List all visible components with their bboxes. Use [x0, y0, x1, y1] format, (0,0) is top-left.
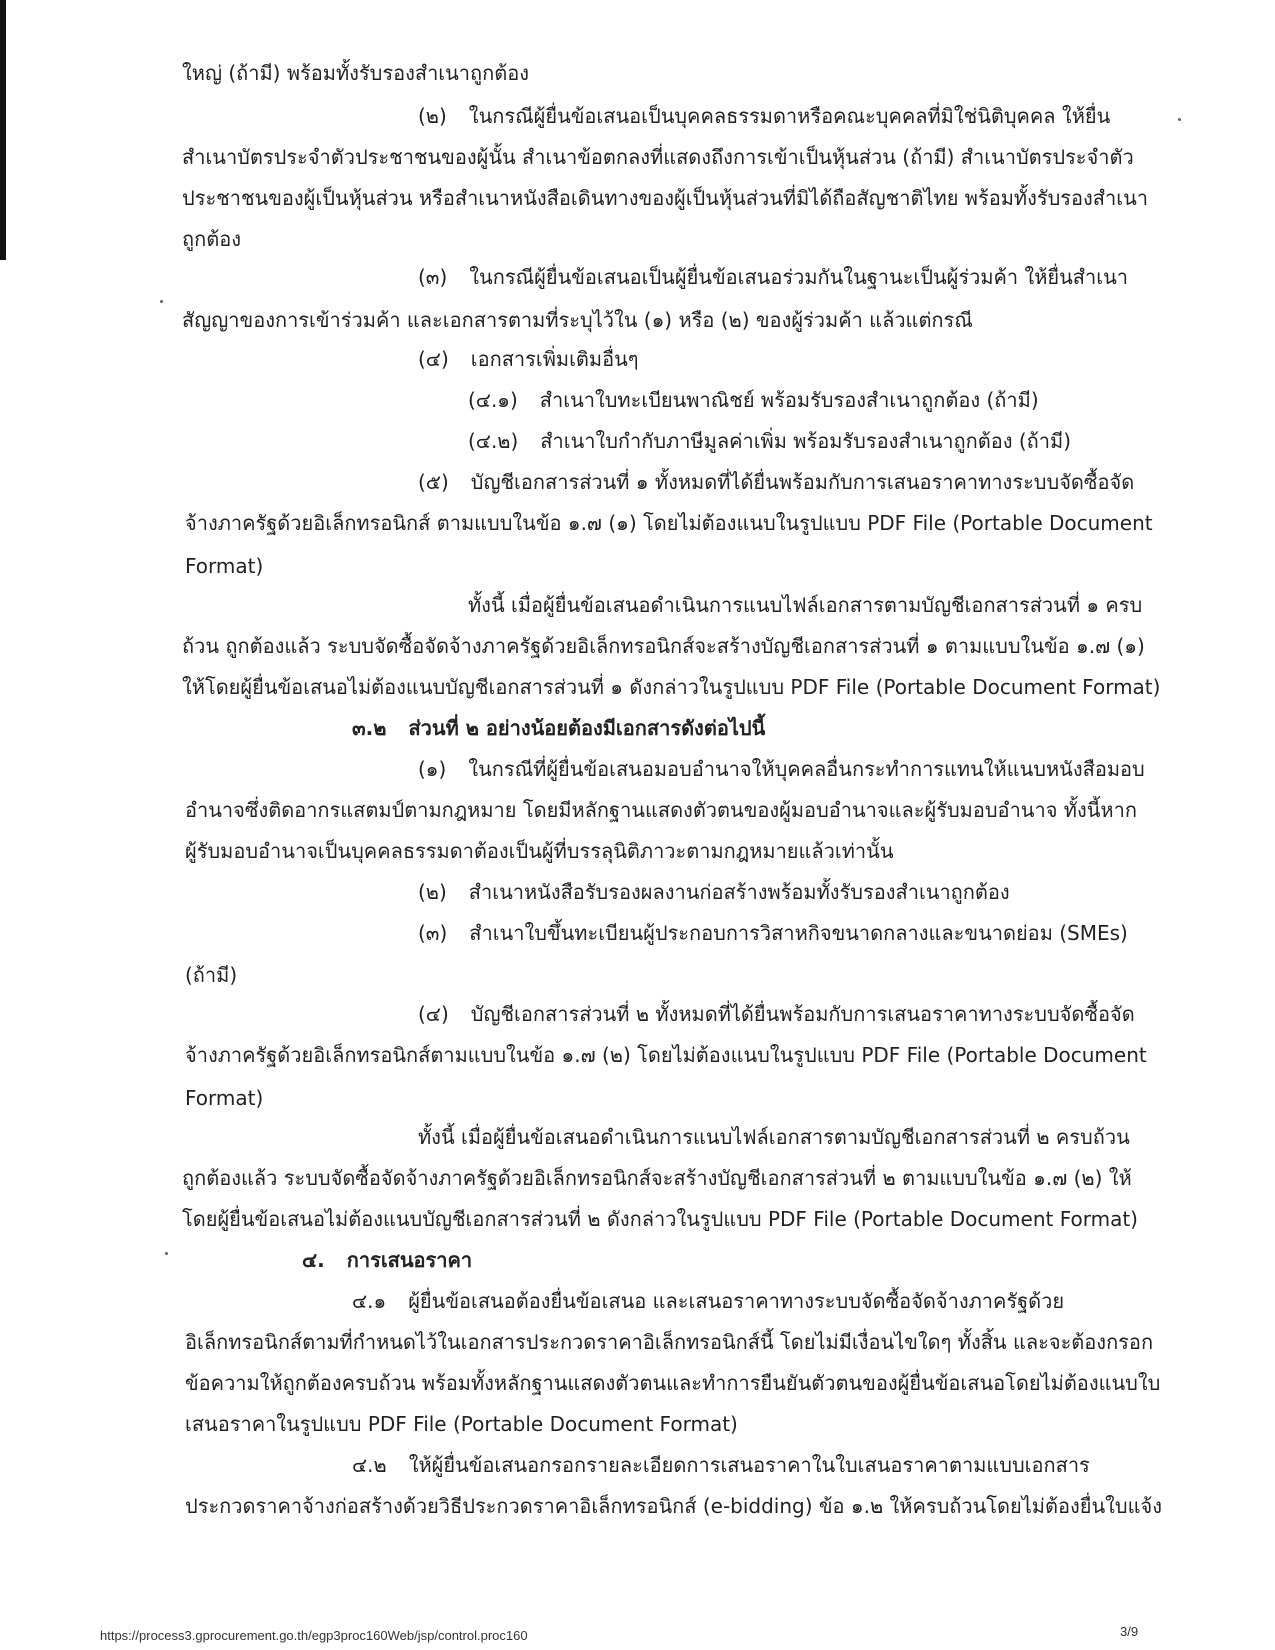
item-text: สำเนาใบทะเบียนพาณิชย์ พร้อมรับรองสำเนาถูกต้อง (ถ้ามี)	[539, 388, 1039, 412]
section-title: การเสนอราคา	[346, 1248, 473, 1272]
text-line: ใหญ่ (ถ้ามี) พร้อมทั้งรับรองสำเนาถูกต้อง	[182, 61, 530, 85]
text-line: ประกวดราคาจ้างก่อสร้างด้วยวิธีประกวดราคาอิเล็กทรอนิกส์ (e-bidding) ข้อ ๑.๒ ให้ครบถ้วนโดยไม่ต้องยื่นใบแจ้ง	[185, 1494, 1162, 1518]
numbered-item	[418, 918, 1192, 948]
item-number: (๔)	[418, 1002, 449, 1026]
text-line: ทั้งนี้ เมื่อผู้ยื่นข้อเสนอดำเนินการแนบไฟล์เอกสารตามบัญชีเอกสารส่วนที่ ๑ ครบ	[468, 593, 1143, 617]
text-line: ประชาชนของผู้เป็นหุ้นส่วน หรือสำเนาหนังสือเดินทางของผู้เป็นหุ้นส่วนที่มิได้ถือสัญชาติไทย พร้อมทั้งรับรองสำเนา	[182, 186, 1148, 210]
numbered-item	[418, 999, 1192, 1029]
text-line: โดยผู้ยื่นข้อเสนอไม่ต้องแนบบัญชีเอกสารส่วนที่ ๒ ดังกล่าวในรูปแบบ PDF File (Portable Document Format)	[182, 1207, 1138, 1231]
numbered-item	[352, 1286, 1192, 1316]
page-number: 3/9	[1120, 1624, 1139, 1639]
item-number: (๔)	[418, 347, 449, 371]
item-number: (๕)	[418, 470, 449, 494]
text-line: ให้โดยผู้ยื่นข้อเสนอไม่ต้องแนบบัญชีเอกสารส่วนที่ ๑ ดังกล่าวในรูปแบบ PDF File (Portable Document Format)	[182, 675, 1161, 699]
numbered-item	[418, 101, 1192, 131]
text-line: จ้างภาครัฐด้วยอิเล็กทรอนิกส์ ตามแบบในข้อ ๑.๗ (๑) โดยไม่ต้องแนบในรูปแบบ PDF File (Portable Document	[185, 511, 1153, 535]
item-number: (๓)	[418, 265, 448, 289]
item-text: สำเนาใบขึ้นทะเบียนผู้ประกอบการวิสาหกิจขนาดกลางและขนาดย่อม (SMEs)	[469, 921, 1128, 945]
numbered-item	[418, 467, 1192, 497]
numbered-item	[352, 1450, 1192, 1480]
text-line: Format)	[185, 1086, 264, 1110]
numbered-item	[418, 344, 1192, 374]
numbered-item	[418, 262, 1192, 292]
text-line: Format)	[185, 554, 264, 578]
text-line: ถ้วน ถูกต้องแล้ว ระบบจัดซื้อจัดจ้างภาครัฐด้วยอิเล็กทรอนิกส์จะสร้างบัญชีเอกสารส่วนที่ ๑ ตามแบบในข้อ ๑.๗ (๑)	[182, 634, 1145, 658]
text-line: (ถ้ามี)	[185, 963, 238, 987]
item-number: (๔.๑)	[468, 388, 518, 412]
text-line: อิเล็กทรอนิกส์ตามที่กำหนดไว้ในเอกสารประกวดราคาอิเล็กทรอนิกส์นี้ โดยไม่มีเงื่อนไขใดๆ ทั้งสิ้น และจะต้องกรอก	[185, 1330, 1154, 1354]
item-text: สำเนาใบกำกับภาษีมูลค่าเพิ่ม พร้อมรับรองสำเนาถูกต้อง (ถ้ามี)	[540, 429, 1072, 453]
text-line: ข้อความให้ถูกต้องครบถ้วน พร้อมทั้งหลักฐานแสดงตัวตนและทำการยืนยันตัวตนของผู้ยื่นข้อเสนอโดยไม่ต้องแนบใบ	[185, 1371, 1161, 1395]
text-line: เสนอราคาในรูปแบบ PDF File (Portable Document Format)	[185, 1412, 738, 1436]
item-text: ผู้ยื่นข้อเสนอต้องยื่นข้อเสนอ และเสนอราคาทางระบบจัดซื้อจัดจ้างภาครัฐด้วย	[408, 1289, 1065, 1313]
item-number: ๔.๒	[352, 1453, 387, 1477]
item-number: (๑)	[418, 757, 447, 781]
item-text: สำเนาหนังสือรับรองผลงานก่อสร้างพร้อมทั้งรับรองสำเนาถูกต้อง	[468, 880, 1010, 904]
text-line: ทั้งนี้ เมื่อผู้ยื่นข้อเสนอดำเนินการแนบไฟล์เอกสารตามบัญชีเอกสารส่วนที่ ๒ ครบถ้วน	[418, 1125, 1130, 1149]
section-title: ส่วนที่ ๒ อย่างน้อยต้องมีเอกสารดังต่อไปนี้	[408, 716, 766, 740]
numbered-item	[418, 877, 1192, 907]
text-line: จ้างภาครัฐด้วยอิเล็กทรอนิกส์ตามแบบในข้อ ๑.๗ (๒) โดยไม่ต้องแนบในรูปแบบ PDF File (Portable Document	[185, 1043, 1147, 1067]
footer-url: https://process3.gprocurement.go.th/egp3proc160Web/jsp/control.proc160	[100, 1628, 528, 1643]
text-line: ถูกต้องแล้ว ระบบจัดซื้อจัดจ้างภาครัฐด้วยอิเล็กทรอนิกส์จะสร้างบัญชีเอกสารส่วนที่ ๒ ตามแบบในข้อ ๑.๗ (๒) ให้	[182, 1166, 1132, 1190]
section-number: ๓.๒	[352, 716, 387, 740]
item-number: (๓)	[418, 921, 448, 945]
text-line: ถูกต้อง	[182, 227, 241, 251]
item-number: ๔.๑	[352, 1289, 387, 1313]
numbered-subitem	[468, 385, 1192, 415]
item-text: ในกรณีผู้ยื่นข้อเสนอเป็นผู้ยื่นข้อเสนอร่วมกันในฐานะเป็นผู้ร่วมค้า ให้ยื่นสำเนา	[469, 265, 1128, 289]
item-number: (๒)	[418, 880, 447, 904]
item-text: บัญชีเอกสารส่วนที่ ๒ ทั้งหมดที่ได้ยื่นพร้อมกับการเสนอราคาทางระบบจัดซื้อจัด	[470, 1002, 1135, 1026]
section-heading	[352, 713, 1192, 743]
item-text: ในกรณีที่ผู้ยื่นข้อเสนอมอบอำนาจให้บุคคลอื่นกระทำการแทนให้แนบหนังสือมอบ	[468, 757, 1145, 781]
item-text: ให้ผู้ยื่นข้อเสนอกรอกรายละเอียดการเสนอราคาในใบเสนอราคาตามแบบเอกสาร	[408, 1453, 1090, 1477]
text-line: อำนาจซึ่งติดอากรแสตมป์ตามกฎหมาย โดยมีหลักฐานแสดงตัวตนของผู้มอบอำนาจและผู้รับมอบอำนาจ ทั้งนี้หาก	[185, 798, 1137, 822]
text-line: สัญญาของการเข้าร่วมค้า และเอกสารตามที่ระบุไว้ใน (๑) หรือ (๒) ของผู้ร่วมค้า แล้วแต่กรณี	[182, 308, 973, 332]
text-line: ผู้รับมอบอำนาจเป็นบุคคลธรรมดาต้องเป็นผู้ที่บรรลุนิติภาวะตามกฎหมายแล้วเท่านั้น	[185, 839, 894, 863]
numbered-item	[418, 754, 1192, 784]
item-text: บัญชีเอกสารส่วนที่ ๑ ทั้งหมดที่ได้ยื่นพร้อมกับการเสนอราคาทางระบบจัดซื้อจัด	[470, 470, 1135, 494]
section-number: ๔.	[302, 1248, 325, 1272]
item-number: (๒)	[418, 104, 447, 128]
item-text: ในกรณีผู้ยื่นข้อเสนอเป็นบุคคลธรรมดาหรือคณะบุคคลที่มิใช่นิติบุคคล ให้ยื่น	[468, 104, 1111, 128]
numbered-subitem	[468, 426, 1192, 456]
item-number: (๔.๒)	[468, 429, 519, 453]
text-line: สำเนาบัตรประจำตัวประชาชนของผู้นั้น สำเนาข้อตกลงที่แสดงถึงการเข้าเป็นหุ้นส่วน (ถ้ามี) สำเนาบัตรประจำตัว	[182, 145, 1134, 169]
item-text: เอกสารเพิ่มเติมอื่นๆ	[470, 347, 639, 371]
section-heading	[302, 1245, 1192, 1275]
